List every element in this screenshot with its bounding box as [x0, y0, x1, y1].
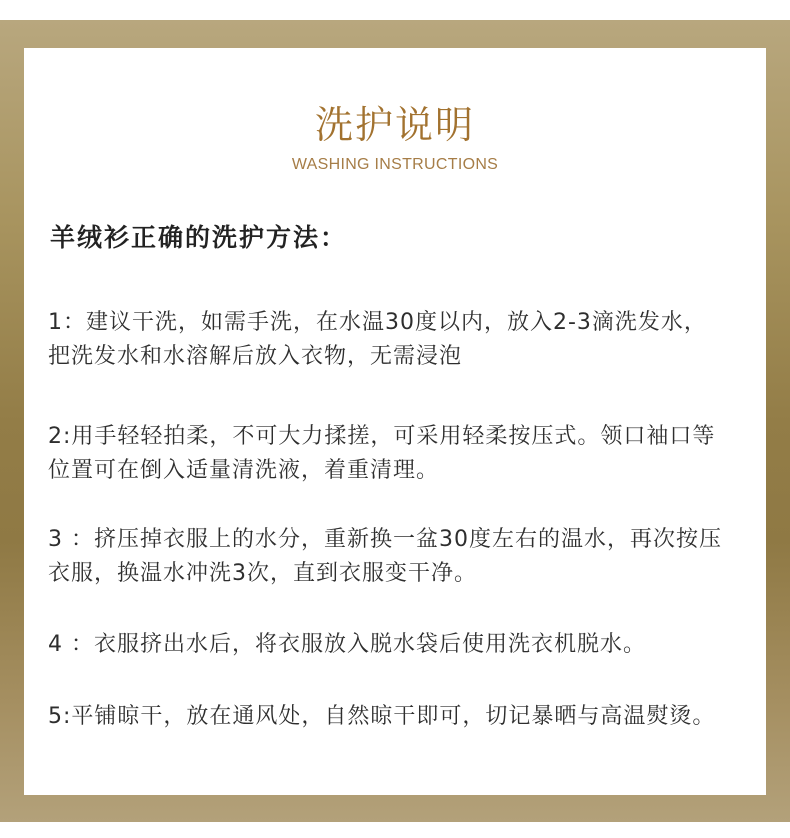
instruction-line: 4 ：衣服挤出水后，将衣服放入脱水袋后使用洗衣机脱水。 — [48, 632, 646, 657]
page-subtitle: WASHING INSTRUCTIONS — [291, 156, 499, 173]
instruction-step-2 — [48, 420, 715, 488]
instruction-step-5 — [48, 700, 715, 734]
instruction-step-3 — [48, 523, 722, 591]
instruction-step-4 — [48, 628, 646, 662]
instruction-line: 5:平铺晾干，放在通风处，自然晾干即可，切记暴晒与高温熨烫。 — [48, 704, 716, 729]
instruction-line: 2:用手轻轻拍柔，不可大力揉搓，可采用轻柔按压式。领口袖口等 — [48, 424, 716, 449]
instruction-line: 衣服，换温水冲洗3次，直到衣服变干净。 — [48, 561, 477, 586]
instruction-line: 把洗发水和水溶解后放入衣物，无需浸泡 — [48, 344, 463, 369]
instruction-step-1 — [48, 306, 707, 374]
section-heading: 羊绒衫正确的洗护方法： — [50, 223, 348, 252]
instruction-line: 位置可在倒入适量清洗液，着重清理。 — [48, 458, 440, 483]
instruction-line: 1：建议干洗，如需手洗，在水温30度以内，放入2-3滴洗发水， — [48, 310, 707, 335]
page-title: 洗护说明 — [314, 103, 475, 147]
instruction-line: 3 ：挤压掉衣服上的水分，重新换一盆30度左右的温水，再次按压 — [48, 527, 722, 552]
